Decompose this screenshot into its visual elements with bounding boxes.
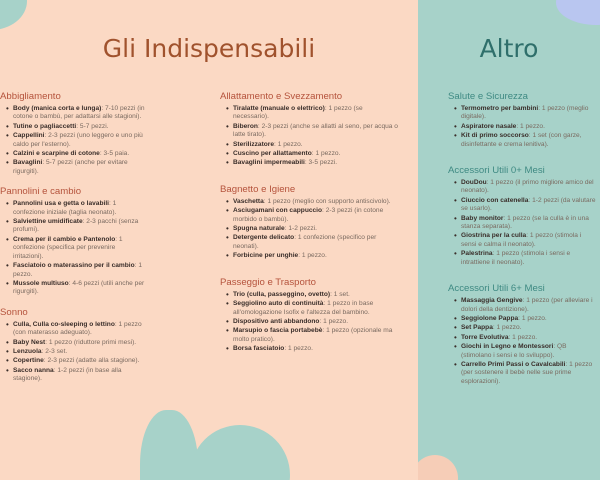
decorative-blob bbox=[190, 425, 290, 480]
item-description: : 1 pezzo (il primo migliore amico del neonato). bbox=[461, 179, 594, 195]
list-item bbox=[461, 105, 598, 122]
item-description: : 1 pezzo (per alleviare i dolori della dentizione). bbox=[461, 297, 593, 313]
item-description: : 3-5 paia. bbox=[99, 150, 130, 158]
list-item bbox=[233, 318, 400, 326]
list-item bbox=[13, 367, 145, 384]
list-item bbox=[461, 132, 598, 149]
list-item bbox=[233, 123, 400, 140]
list-item bbox=[461, 315, 598, 323]
item-name: Kit di primo soccorso bbox=[461, 132, 529, 140]
item-name: Palestrina bbox=[461, 250, 493, 258]
item-description: : 1 confezione (specifica per prevenire irritazioni). bbox=[13, 235, 123, 260]
item-list bbox=[220, 105, 400, 168]
list-item bbox=[233, 198, 400, 206]
list-item bbox=[461, 179, 598, 196]
item-description: : 1-2 pezzi (in base alla stagione). bbox=[13, 366, 122, 383]
item-list bbox=[448, 179, 598, 267]
item-description: : 1 confezione (specifico per neonati). bbox=[233, 234, 377, 250]
item-name: Sterilizzatore bbox=[233, 140, 275, 148]
item-name: Salviettine umidificate bbox=[13, 218, 83, 226]
item-description: : 1 pezzo (stimola i sensi e intrattiene il neonato). bbox=[461, 250, 571, 266]
item-name: Mussole multiuso bbox=[13, 279, 69, 287]
list-item bbox=[233, 159, 400, 167]
item-name: Cappellini bbox=[13, 132, 45, 140]
list-item bbox=[233, 150, 400, 158]
item-description: : 1-2 pezzi. bbox=[284, 225, 317, 233]
section-title: Salute e Sicurezza bbox=[448, 91, 528, 102]
item-list bbox=[0, 321, 145, 384]
item-list bbox=[220, 291, 400, 354]
section-abbigliamento bbox=[0, 91, 145, 176]
item-description: : 1 pezzo. bbox=[319, 317, 349, 325]
item-name: Tiralatte (manuale o elettrico) bbox=[233, 105, 325, 112]
list-item bbox=[13, 105, 145, 122]
list-item bbox=[233, 105, 400, 122]
list-item bbox=[13, 200, 145, 217]
list-item bbox=[13, 123, 145, 131]
item-name: Calzini e scarpine di cotone bbox=[13, 150, 100, 158]
item-name: DouDou bbox=[461, 179, 487, 187]
item-name: Carrello Primi Passi o Cavalcabili bbox=[461, 360, 566, 368]
item-description: : 1 pezzo. bbox=[274, 140, 303, 148]
item-description: : 1 pezzo (opzionale ma molto pratico). bbox=[233, 327, 393, 343]
item-description: : 1 pezzo (con materasso adeguato). bbox=[13, 320, 142, 337]
section-pannolini-e-cambio bbox=[0, 186, 145, 296]
item-name: Tutine o pagliaccetti bbox=[13, 122, 77, 130]
item-name: Aspiratore nasale bbox=[461, 122, 517, 130]
item-name: Body (manica corta e lunga) bbox=[13, 105, 102, 112]
list-item bbox=[461, 123, 598, 131]
item-name: Pannolini usa e getta o lavabili bbox=[13, 200, 109, 208]
section-bagnetto-e-igiene bbox=[220, 184, 400, 261]
decorative-blob bbox=[0, 0, 27, 30]
item-description: : 2-3 pezzi (in cotone morbido o bambù). bbox=[233, 207, 384, 223]
item-description: : 1 pezzo (meglio digitale). bbox=[461, 105, 589, 121]
decorative-blob bbox=[418, 455, 458, 480]
item-description: : 1 pezzo (riduttore primi mesi). bbox=[45, 338, 137, 346]
item-description: : 1-2 pezzi (da valutare se usarlo). bbox=[461, 196, 596, 213]
item-name: Termometro per bambini bbox=[461, 105, 539, 112]
column-2 bbox=[220, 91, 400, 360]
item-list bbox=[220, 198, 400, 261]
list-item bbox=[233, 141, 400, 149]
item-name: Seggiolone Pappa bbox=[461, 314, 519, 322]
item-name: Asciugamani con cappuccio bbox=[233, 207, 323, 215]
item-description: : 1 pezzo. bbox=[284, 345, 313, 353]
list-item bbox=[13, 357, 145, 365]
decorative-blob bbox=[556, 0, 600, 25]
list-item bbox=[13, 150, 145, 158]
section-accessori-utili-0-mesi bbox=[448, 165, 598, 267]
item-description: : 1 pezzo (stimola i sensi e calma il neonato). bbox=[461, 232, 582, 248]
column-1 bbox=[0, 91, 145, 390]
list-item bbox=[13, 348, 145, 356]
section-title: Bagnetto e Igiene bbox=[220, 183, 296, 195]
list-item bbox=[13, 218, 145, 235]
page-title-indispensabili: Gli Indispensabili bbox=[102, 34, 316, 63]
section-title: Sonno bbox=[0, 306, 28, 318]
item-description: : 1 pezzo. bbox=[311, 150, 341, 158]
item-name: Seggiolino auto di continuità bbox=[233, 300, 324, 308]
item-description: : 2-3 pezzi (uno leggero e uno più caldo per l'esterno). bbox=[13, 132, 143, 148]
item-description: : 1 pezzo. bbox=[298, 252, 327, 260]
item-description: : 1 pezzo (per sostenere il bebè nelle sue prime esplorazioni). bbox=[461, 360, 593, 385]
list-item bbox=[13, 262, 145, 279]
list-item bbox=[461, 197, 598, 214]
section-title: Passeggio e Trasporto bbox=[220, 276, 316, 288]
item-list bbox=[0, 105, 145, 176]
item-list bbox=[448, 105, 598, 149]
section-title: Allattamento e Svezzamento bbox=[220, 91, 343, 102]
item-description: : 1 pezzo (se necessario). bbox=[233, 105, 363, 121]
item-description: : 1 pezzo. bbox=[518, 314, 547, 322]
item-name: Spugna naturale bbox=[233, 225, 285, 233]
item-name: Bavaglini bbox=[13, 159, 43, 167]
list-item bbox=[461, 232, 598, 249]
list-item bbox=[233, 252, 400, 260]
section-sonno bbox=[0, 307, 145, 384]
list-item bbox=[13, 321, 145, 338]
item-name: Set Pappa bbox=[461, 324, 493, 332]
list-item bbox=[233, 291, 400, 299]
item-description: : 2-3 pezzi (adatte alla stagione). bbox=[43, 357, 140, 365]
section-salute-e-sicurezza bbox=[448, 91, 598, 149]
item-name: Massaggia Gengive bbox=[461, 297, 523, 305]
section-accessori-utili-6-mesi bbox=[448, 283, 598, 386]
list-item bbox=[461, 334, 598, 342]
item-name: Fasciatoio o materassino per il cambio bbox=[13, 262, 135, 270]
item-name: Sacco nanna bbox=[13, 366, 54, 374]
item-name: Forbicine per unghie bbox=[233, 252, 299, 260]
list-item bbox=[13, 280, 145, 297]
item-name: Bavaglini impermeabili bbox=[233, 159, 305, 167]
item-description: : 5-7 pezzi. bbox=[76, 122, 109, 130]
list-item bbox=[233, 234, 400, 251]
list-item bbox=[461, 343, 598, 360]
list-item bbox=[233, 225, 400, 233]
item-description: : 3-5 pezzi. bbox=[304, 159, 338, 167]
item-description: : 1 confezione iniziale (taglia neonato). bbox=[13, 200, 117, 216]
item-name: Biberon bbox=[233, 122, 258, 130]
section-passeggio-e-trasporto bbox=[220, 277, 400, 354]
item-name: Torre Evolutiva bbox=[461, 333, 509, 341]
item-description: : 1 pezzo. bbox=[508, 333, 538, 341]
list-item bbox=[13, 236, 145, 261]
item-description: : 5-7 pezzi (anche per evitare rigurgiti). bbox=[13, 159, 128, 175]
item-name: Giochi in Legno e Montessori bbox=[461, 343, 554, 351]
list-item bbox=[233, 345, 400, 353]
item-description: : 2-3 pezzi (anche se allatti al seno, per acqua o latte tirato). bbox=[233, 122, 398, 139]
item-description: : 2-3 set. bbox=[41, 347, 68, 355]
item-list bbox=[0, 200, 145, 296]
item-name: Detergente delicato bbox=[233, 234, 295, 242]
item-name: Baby monitor bbox=[461, 214, 504, 222]
item-name: Vaschetta bbox=[233, 197, 264, 205]
item-description: : 1 pezzo (meglio con supporto antiscivolo). bbox=[263, 197, 391, 205]
item-description: : 1 pezzo. bbox=[516, 122, 545, 130]
item-name: Baby Nest bbox=[13, 338, 46, 346]
section-title: Abbigliamento bbox=[0, 91, 61, 102]
list-item bbox=[233, 327, 400, 344]
list-item bbox=[461, 361, 598, 386]
item-description: : 7-10 pezzi (in cotone o bambù, per adattarsi alle stagioni). bbox=[13, 105, 145, 121]
item-description: : 1 set. bbox=[330, 290, 350, 298]
item-description: : 1 pezzo in base all'omologazione Isofix e l'altezza del bambino. bbox=[233, 300, 374, 316]
item-description: : 1 pezzo. bbox=[492, 324, 522, 332]
item-description: : 1 pezzo (se la culla è in una stanza separata). bbox=[461, 214, 589, 231]
list-item bbox=[461, 324, 598, 332]
item-name: Borsa fasciatoio bbox=[233, 345, 285, 353]
list-item bbox=[461, 215, 598, 232]
column-3 bbox=[448, 91, 598, 392]
list-item bbox=[13, 339, 145, 347]
item-name: Culla, Culla co-sleeping o lettino bbox=[13, 320, 115, 328]
item-name: Lenzuola bbox=[13, 347, 42, 355]
list-item bbox=[461, 250, 598, 267]
item-name: Giostrina per la culla bbox=[461, 232, 527, 240]
list-item bbox=[233, 300, 400, 317]
item-description: : 1 set (con garze, disinfettante e crema lenitiva). bbox=[461, 132, 582, 148]
item-name: Crema per il cambio e Pantenolo bbox=[13, 235, 116, 243]
list-item bbox=[233, 207, 400, 224]
item-description: : 1 pezzo. bbox=[13, 262, 142, 278]
item-name: Dispositivo anti abbandono bbox=[233, 317, 320, 325]
section-title: Pannolini e cambio bbox=[0, 186, 82, 198]
section-allattamento-e-svezzamento bbox=[220, 91, 400, 168]
section-title: Accessori Utili 0+ Mesi bbox=[448, 165, 545, 177]
list-item bbox=[13, 132, 145, 149]
item-description: : 2-3 pacchi (senza profumi). bbox=[13, 218, 139, 234]
list-item bbox=[13, 159, 145, 176]
item-name: Trio (culla, passeggino, ovetto) bbox=[233, 290, 331, 298]
item-name: Marsupio o fascia portabebè bbox=[233, 327, 323, 335]
item-name: Copertine bbox=[13, 357, 44, 365]
item-name: Cuscino per allattamento bbox=[233, 150, 312, 158]
list-item bbox=[461, 297, 598, 314]
section-title: Accessori Utili 6+ Mesi bbox=[448, 283, 545, 295]
item-description: : 4-6 pezzi (utili anche per rigurgiti). bbox=[13, 279, 145, 296]
item-name: Ciuccio con catenella bbox=[461, 196, 529, 204]
item-description: : QB (stimolano i sensi e lo sviluppo). bbox=[461, 343, 567, 359]
page-title-altro: Altro bbox=[479, 34, 539, 63]
item-list bbox=[448, 297, 598, 386]
